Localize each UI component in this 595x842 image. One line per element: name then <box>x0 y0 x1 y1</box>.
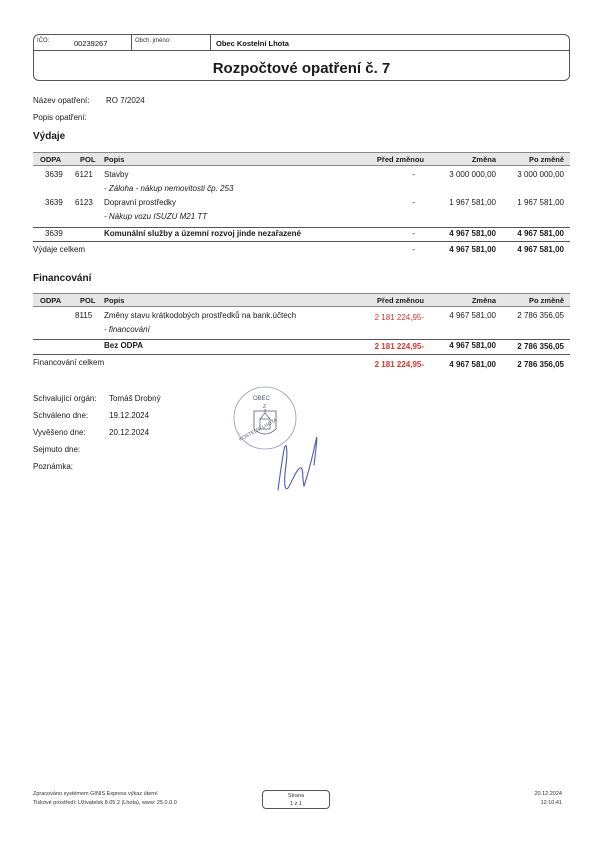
col-pred: Před změnou <box>376 155 424 164</box>
cell-zmena: 1 967 581,00 <box>449 198 496 207</box>
signature <box>270 420 330 500</box>
cell-pred: 2 181 224,95- <box>374 313 424 322</box>
cell-zmena: 4 967 581,00 <box>449 360 496 369</box>
cell-pred: - <box>412 170 415 179</box>
approved-value: 19.12.2024 <box>109 411 150 420</box>
measure-name-label: Název opatření: <box>33 96 90 105</box>
cell-popis: Bez ODPA <box>104 341 143 350</box>
page-title: Rozpočtové opatření č. 7 <box>212 60 391 77</box>
cell-po: 2 786 356,05 <box>517 311 564 320</box>
cell-pred: - <box>412 229 415 238</box>
measure-name-value: RO 7/2024 <box>106 96 145 105</box>
col-pol: POL <box>80 296 96 305</box>
table-header-financovani <box>33 293 570 307</box>
row-divider <box>33 339 570 340</box>
row-divider <box>33 241 570 242</box>
table-row <box>33 198 570 226</box>
stamp-text-top: OBEC <box>253 396 271 402</box>
col-po: Po změně <box>528 155 564 164</box>
cell-pred: 2 181 224,95- <box>374 360 424 369</box>
measure-desc-label: Popis opatření: <box>33 113 87 122</box>
cell-popis: Komunální služby a územní rozvoj jinde nezařazené <box>104 229 301 238</box>
document-header <box>33 34 570 81</box>
table-header-vydaje <box>33 152 570 166</box>
cell-odpa: 3639 <box>45 229 63 238</box>
note-label: Poznámka: <box>33 462 74 471</box>
col-pred: Před změnou <box>376 296 424 305</box>
col-pol: POL <box>80 155 96 164</box>
table-row <box>33 311 570 339</box>
stamp-text-z: Z <box>263 404 267 410</box>
cell-pol: 8115 <box>75 311 93 320</box>
cell-pol: 6123 <box>75 198 93 207</box>
total-label: Financování celkem <box>33 358 105 367</box>
cell-zmena: 4 967 581,00 <box>449 311 496 320</box>
col-zmena: Změna <box>471 296 496 305</box>
cell-note: - financování <box>104 325 150 334</box>
col-popis: Popis <box>104 155 125 164</box>
footer-environment-note: Tiskové prostředí: Uživatelsk 8.05.2 (Lhota), www: 25.0.0.0 <box>33 800 177 806</box>
cell-odpa: 3639 <box>45 198 63 207</box>
cell-pred: - <box>412 245 415 254</box>
cell-zmena: 3 000 000,00 <box>449 170 496 179</box>
row-divider <box>33 354 570 355</box>
col-odpa: ODPA <box>40 155 62 164</box>
section-heading-financovani: Financování <box>33 273 92 284</box>
cell-popis: Změny stavu krátkodobých prostředků na bank.účtech <box>104 311 297 320</box>
approved-label: Schváleno dne: <box>33 411 89 420</box>
posted-label: Vyvěšeno dne: <box>33 428 86 437</box>
footer-time: 12:10:41 <box>540 800 562 806</box>
cell-zmena: 4 967 581,00 <box>449 245 496 254</box>
page-label: Strana <box>287 793 305 799</box>
footer-system-note: Zpracováno systémem GINIS Express výkaz úterní <box>33 791 158 797</box>
posted-value: 20.12.2024 <box>109 428 150 437</box>
cell-po: 4 967 581,00 <box>517 229 564 238</box>
col-odpa: ODPA <box>40 296 62 305</box>
total-label: Výdaje celkem <box>33 245 86 254</box>
stamp-text-bottom: KOSTELNÍ LHOTA <box>238 417 279 443</box>
organ-value: Tomáš Drobný <box>109 394 161 403</box>
col-po: Po změně <box>528 296 564 305</box>
cell-note: - Záloha - nákup nemovitosti čp. 253 <box>104 184 234 193</box>
cell-popis: Stavby <box>104 170 129 179</box>
name-label: Obch. jméno: <box>135 38 171 44</box>
page-number: 1 z 1 <box>290 801 302 807</box>
cell-po: 2 786 356,05 <box>517 342 564 351</box>
cell-pred: - <box>412 198 415 207</box>
cell-pred: 2 181 224,95- <box>374 342 424 351</box>
page-indicator <box>262 790 330 809</box>
total-row <box>33 245 570 257</box>
cell-note: - Nákup vozu ISUZU M21 TT <box>104 212 208 221</box>
removed-label: Sejmuto dne: <box>33 445 81 454</box>
cell-zmena: 4 967 581,00 <box>449 229 496 238</box>
organ-label: Schvalující orgán: <box>33 394 97 403</box>
subtotal-row <box>33 229 570 241</box>
footer-date: 20.12.2024 <box>534 791 562 797</box>
table-row <box>33 170 570 198</box>
cell-zmena: 4 967 581,00 <box>449 341 496 350</box>
header-separator <box>131 35 132 50</box>
cell-po: 1 967 581,00 <box>517 198 564 207</box>
municipality-name: Obec Kostelní Lhota <box>216 39 289 48</box>
row-divider <box>33 227 570 228</box>
subtotal-row <box>33 341 570 353</box>
cell-po: 3 000 000,00 <box>517 170 564 179</box>
col-zmena: Změna <box>471 155 496 164</box>
cell-po: 2 786 356,05 <box>517 360 564 369</box>
ico-label: IČO: <box>37 38 50 44</box>
header-divider <box>34 50 569 51</box>
total-row <box>33 358 570 370</box>
cell-popis: Dopravní prostředky <box>104 198 177 207</box>
cell-odpa: 3639 <box>45 170 63 179</box>
ico-value: 00239267 <box>74 39 108 48</box>
cell-pol: 6121 <box>75 170 93 179</box>
section-heading-vydaje: Výdaje <box>33 131 66 142</box>
cell-po: 4 967 581,00 <box>517 245 564 254</box>
col-popis: Popis <box>104 296 125 305</box>
header-separator <box>210 35 211 50</box>
